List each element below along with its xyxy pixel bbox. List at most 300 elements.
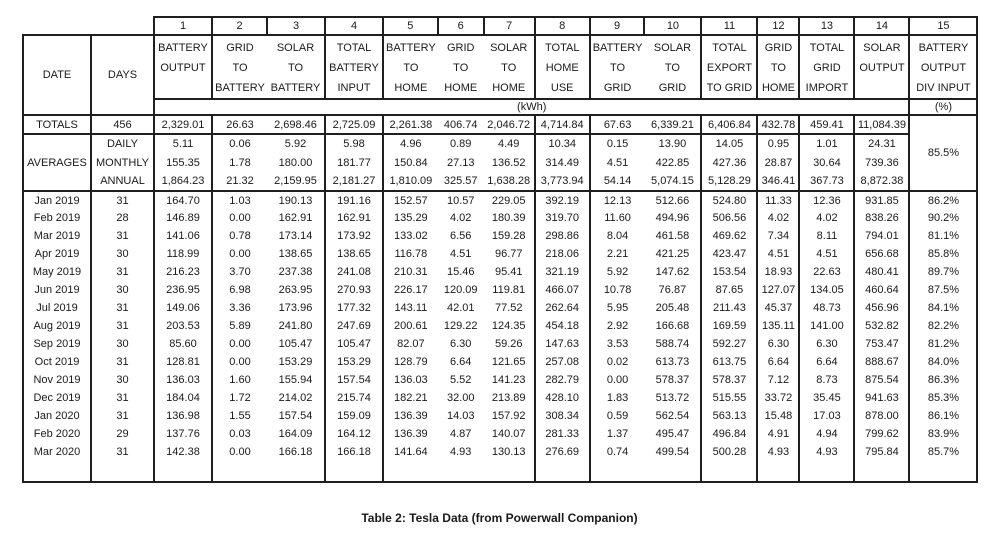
month-value: 8.73 — [799, 371, 854, 389]
table-row — [23, 17, 977, 35]
month-value: 129.22 — [443, 320, 478, 332]
month-value: 159.09 — [325, 407, 383, 425]
month-value: 200.61 — [383, 317, 438, 335]
month-value: 466.07 — [535, 281, 590, 299]
column-header-line: GRID — [764, 42, 793, 54]
month-percent: 84.1% — [909, 299, 977, 317]
month-value: 270.93 — [325, 281, 383, 299]
month-value: 136.98 — [154, 407, 212, 425]
averages-value: 2,159.95 — [267, 172, 325, 191]
column-number: 15 — [909, 17, 977, 35]
column-header — [438, 35, 484, 99]
column-header-line: TO — [770, 62, 786, 74]
month-value: 203.53 — [154, 317, 212, 335]
month-days: 31 — [91, 317, 154, 335]
averages-value: 10.34 — [535, 134, 590, 153]
averages-value: 4.96 — [383, 134, 438, 153]
month-days: 30 — [91, 281, 154, 299]
month-value: 213.89 — [491, 392, 526, 404]
averages-value: 314.49 — [535, 153, 590, 172]
totals-days: 456 — [91, 115, 154, 134]
table-row — [23, 317, 977, 335]
averages-value: 21.32 — [212, 172, 267, 191]
month-value: 136.03 — [383, 371, 438, 389]
month-date: Feb 2020 — [23, 425, 91, 443]
month-value: 142.38 — [154, 443, 212, 461]
month-date: Aug 2019 — [23, 317, 91, 335]
month-value: 157.54 — [278, 410, 313, 422]
month-value: 33.72 — [757, 389, 799, 407]
month-value: 3.70 — [212, 263, 267, 281]
table-row — [23, 443, 977, 461]
column-header-line: OUTPUT — [859, 62, 905, 74]
averages-value: 5.98 — [325, 134, 383, 153]
month-value: 941.63 — [854, 389, 909, 407]
month-value: 6.98 — [212, 281, 267, 299]
month-days: 31 — [91, 389, 154, 407]
averages-label: AVERAGES — [23, 134, 91, 191]
totals-value: 2,725.09 — [325, 115, 383, 134]
table-row — [23, 281, 977, 299]
month-value: 1.72 — [212, 389, 267, 407]
averages-value: 427.36 — [701, 153, 757, 172]
table-row — [23, 263, 977, 281]
averages-value: 0.89 — [450, 138, 472, 150]
averages-value: 1,810.09 — [383, 172, 438, 191]
month-date: Jul 2019 — [23, 299, 91, 317]
table-row — [23, 227, 977, 245]
column-number: 10 — [644, 17, 701, 35]
month-value: 4.94 — [799, 425, 854, 443]
column-header-line: SOLAR — [276, 42, 315, 54]
column-header — [154, 35, 212, 99]
averages-value: 1.78 — [212, 153, 267, 172]
month-value: 216.23 — [154, 263, 212, 281]
month-value: 276.69 — [535, 443, 590, 461]
column-header-line: SOLAR — [653, 42, 692, 54]
column-header-line: TO — [501, 62, 517, 74]
month-value: 32.00 — [446, 392, 475, 404]
month-value: 241.80 — [278, 320, 313, 332]
month-value: 191.16 — [325, 191, 383, 209]
month-value: 5.95 — [590, 299, 645, 317]
empty-cell — [267, 461, 325, 482]
month-percent: 86.3% — [909, 371, 977, 389]
month-date: Nov 2019 — [23, 371, 91, 389]
column-number: 3 — [267, 17, 325, 35]
column-header-line: SOLAR — [490, 42, 528, 54]
month-value: 931.85 — [854, 191, 909, 209]
month-value: 421.25 — [655, 248, 690, 260]
month-value: 1.37 — [590, 425, 645, 443]
column-header-line: TO — [287, 62, 304, 74]
empty-cell — [854, 461, 909, 482]
table-row — [23, 461, 977, 482]
month-value: 262.64 — [535, 299, 590, 317]
averages-value: 150.84 — [383, 153, 438, 172]
month-days: 31 — [91, 263, 154, 281]
month-value: 164.09 — [278, 428, 313, 440]
averages-value: 8,872.38 — [854, 172, 909, 191]
month-value: 130.13 — [491, 446, 526, 458]
month-value: 4.93 — [757, 443, 799, 461]
averages-value: 5.11 — [154, 134, 212, 153]
column-header-line: HOME — [444, 82, 478, 94]
month-value: 7.34 — [757, 227, 799, 245]
month-percent: 85.8% — [909, 245, 977, 263]
month-date: Feb 2019 — [23, 209, 91, 227]
month-date: Apr 2019 — [23, 245, 91, 263]
month-value: 4.93 — [799, 443, 854, 461]
month-value: 12.13 — [590, 191, 645, 209]
totals-value: 6,406.84 — [701, 115, 757, 134]
empty-cell — [644, 461, 701, 482]
month-value: 164.12 — [325, 425, 383, 443]
averages-value: 13.90 — [658, 138, 687, 150]
totals-value: 2,329.01 — [154, 115, 212, 134]
month-value: 153.29 — [278, 356, 313, 368]
month-value: 121.65 — [491, 356, 526, 368]
month-percent: 86.1% — [909, 407, 977, 425]
month-value: 133.02 — [383, 227, 438, 245]
table-row — [23, 353, 977, 371]
month-value: 35.45 — [799, 389, 854, 407]
month-value: 392.19 — [535, 191, 590, 209]
tesla-data-table — [22, 16, 978, 483]
month-value: 454.18 — [535, 317, 590, 335]
month-value: 513.72 — [655, 392, 690, 404]
table-row — [23, 245, 977, 263]
table-row — [23, 425, 977, 443]
column-header-line: TO — [403, 62, 419, 74]
month-value: 0.00 — [590, 371, 645, 389]
totals-value: 26.63 — [212, 115, 267, 134]
month-value: 155.94 — [278, 374, 313, 386]
month-value: 496.84 — [701, 425, 757, 443]
column-header-line: TO — [232, 62, 248, 74]
month-value: 2.92 — [590, 317, 645, 335]
column-header — [701, 35, 757, 99]
month-value: 0.74 — [590, 443, 645, 461]
month-value: 460.64 — [854, 281, 909, 299]
month-value: 578.37 — [701, 371, 757, 389]
month-value: 82.07 — [383, 335, 438, 353]
column-header — [535, 35, 590, 99]
averages-value: 27.13 — [446, 156, 475, 169]
column-number: 9 — [590, 17, 645, 35]
column-number: 8 — [535, 17, 590, 35]
month-days: 28 — [91, 209, 154, 227]
column-header-line: INPUT — [337, 82, 371, 94]
totals-value: 2,046.72 — [484, 115, 535, 134]
month-value: 184.04 — [154, 389, 212, 407]
month-value: 87.65 — [701, 281, 757, 299]
averages-value: 30.64 — [799, 153, 854, 172]
month-value: 141.06 — [154, 227, 212, 245]
units-percent-label: (%) — [909, 99, 977, 115]
month-value: 423.47 — [701, 245, 757, 263]
month-value: 0.03 — [212, 425, 267, 443]
month-value: 592.27 — [701, 335, 757, 353]
column-header-line: BATTERY — [329, 62, 379, 74]
month-date: Jan 2019 — [23, 191, 91, 209]
month-value: 6.30 — [757, 335, 799, 353]
month-value: 515.55 — [701, 389, 757, 407]
empty-cell — [91, 461, 154, 482]
averages-value: 14.05 — [701, 134, 757, 153]
month-value: 512.66 — [655, 194, 690, 207]
averages-value: 422.85 — [655, 156, 690, 169]
month-value: 613.75 — [701, 353, 757, 371]
month-value: 1.60 — [212, 371, 267, 389]
month-value: 215.74 — [325, 389, 383, 407]
month-value: 12.36 — [799, 191, 854, 209]
month-value: 2.21 — [590, 245, 645, 263]
table-row — [23, 371, 977, 389]
month-percent: 87.5% — [909, 281, 977, 299]
column-number: 12 — [757, 17, 799, 35]
month-value: 461.58 — [655, 230, 690, 242]
month-days: 29 — [91, 425, 154, 443]
month-value: 3.36 — [212, 299, 267, 317]
column-header-line: BATTERY — [386, 42, 436, 54]
column-header — [799, 35, 854, 99]
totals-value: 406.74 — [438, 115, 484, 134]
table-body — [23, 17, 977, 482]
month-days: 31 — [91, 407, 154, 425]
month-percent: 84.0% — [909, 353, 977, 371]
month-value: 1.03 — [212, 191, 267, 209]
column-number: 13 — [799, 17, 854, 35]
month-value: 753.47 — [854, 335, 909, 353]
column-header-line: BATTERY — [592, 42, 643, 54]
column-header-line: HOME — [394, 82, 428, 94]
month-value: 15.48 — [757, 407, 799, 425]
month-value: 96.77 — [494, 248, 523, 260]
month-value: 319.70 — [535, 209, 590, 227]
column-header — [484, 35, 535, 99]
column-header-line: TOTAL — [336, 42, 372, 54]
month-value: 5.92 — [590, 263, 645, 281]
column-header — [590, 35, 645, 99]
column-header — [325, 35, 383, 99]
month-days: 30 — [91, 371, 154, 389]
table-row — [23, 335, 977, 353]
month-value: 6.64 — [450, 356, 472, 368]
month-value: 282.79 — [535, 371, 590, 389]
month-value: 321.19 — [535, 263, 590, 281]
totals-value: 459.41 — [799, 115, 854, 134]
month-value: 4.93 — [450, 446, 472, 458]
averages-value: 3,773.94 — [535, 172, 590, 191]
month-value: 128.79 — [383, 353, 438, 371]
month-date: May 2019 — [23, 263, 91, 281]
averages-value: 136.52 — [491, 156, 526, 169]
month-value: 173.14 — [278, 230, 313, 242]
month-value: 506.56 — [701, 209, 757, 227]
table-row — [23, 115, 977, 134]
month-value: 0.02 — [590, 353, 645, 371]
month-value: 11.33 — [757, 191, 799, 209]
empty-cell — [438, 461, 484, 482]
month-value: 118.99 — [154, 245, 212, 263]
table-row — [23, 134, 977, 153]
column-header-line: TO — [664, 62, 680, 74]
averages-value: 1,638.28 — [484, 172, 535, 191]
month-value: 135.11 — [757, 317, 799, 335]
column-number: 2 — [212, 17, 267, 35]
averages-value: 54.14 — [590, 172, 645, 191]
month-value: 137.76 — [154, 425, 212, 443]
month-value: 141.00 — [799, 317, 854, 335]
month-value: 85.60 — [154, 335, 212, 353]
column-header-line: BATTERY — [270, 82, 321, 94]
month-percent: 83.9% — [909, 425, 977, 443]
month-value: 588.74 — [655, 338, 690, 350]
month-value: 308.34 — [535, 407, 590, 425]
month-value: 241.08 — [325, 263, 383, 281]
averages-value: 367.73 — [799, 172, 854, 191]
table-row — [23, 407, 977, 425]
month-value: 152.57 — [383, 191, 438, 209]
column-header — [212, 35, 267, 99]
empty-cell — [325, 461, 383, 482]
averages-value: 5.92 — [284, 138, 307, 150]
column-header-line: BATTERY — [158, 42, 208, 54]
table-row — [23, 191, 977, 209]
empty-cell — [590, 461, 645, 482]
table-row — [23, 389, 977, 407]
averages-value: 181.77 — [325, 153, 383, 172]
month-value: 298.86 — [535, 227, 590, 245]
averages-value: 0.95 — [757, 134, 799, 153]
averages-value: 5,074.15 — [644, 172, 701, 191]
averages-value: 180.00 — [278, 156, 313, 169]
month-value: 180.39 — [491, 212, 526, 224]
column-number: 11 — [701, 17, 757, 35]
month-percent: 85.7% — [909, 443, 977, 461]
empty-cell — [154, 461, 212, 482]
month-percent: 86.2% — [909, 191, 977, 209]
month-value: 6.30 — [799, 335, 854, 353]
month-value: 146.89 — [154, 209, 212, 227]
totals-value: 11,084.39 — [854, 115, 909, 134]
month-date: Oct 2019 — [23, 353, 91, 371]
month-value: 177.32 — [325, 299, 383, 317]
averages-value: 0.15 — [590, 134, 645, 153]
column-header-line: TOTAL — [712, 42, 747, 54]
month-value: 428.10 — [535, 389, 590, 407]
table-row — [23, 172, 977, 191]
month-value: 116.78 — [383, 245, 438, 263]
month-date: Mar 2020 — [23, 443, 91, 461]
month-value: 4.51 — [757, 245, 799, 263]
month-value: 563.13 — [701, 407, 757, 425]
column-header-line: GRID — [226, 42, 254, 54]
totals-value: 6,339.21 — [644, 115, 701, 134]
month-value: 4.02 — [450, 212, 472, 224]
month-value: 263.95 — [278, 284, 313, 296]
averages-value: 4.51 — [590, 153, 645, 172]
month-value: 22.63 — [799, 263, 854, 281]
month-value: 218.06 — [535, 245, 590, 263]
month-value: 532.82 — [854, 317, 909, 335]
month-days: 31 — [91, 299, 154, 317]
month-value: 159.28 — [491, 230, 526, 242]
column-header-line: HOME — [761, 82, 795, 94]
table-row — [23, 209, 977, 227]
totals-label: TOTALS — [23, 115, 91, 134]
totals-value: 67.63 — [590, 115, 645, 134]
month-value: 1.83 — [590, 389, 645, 407]
column-header-line: OUTPUT — [160, 62, 206, 74]
month-value: 120.09 — [443, 284, 478, 296]
column-number: 1 — [154, 17, 212, 35]
month-value: 4.51 — [799, 245, 854, 263]
averages-value: 346.41 — [757, 172, 799, 191]
month-value: 128.81 — [154, 353, 212, 371]
column-header-line: IMPORT — [805, 82, 849, 94]
month-days: 30 — [91, 335, 154, 353]
month-value: 143.11 — [383, 299, 438, 317]
month-value: 169.59 — [701, 317, 757, 335]
averages-value: 1.01 — [799, 134, 854, 153]
month-days: 31 — [91, 227, 154, 245]
month-value: 105.47 — [325, 335, 383, 353]
month-value: 17.03 — [799, 407, 854, 425]
month-value: 0.00 — [212, 353, 267, 371]
month-value: 524.80 — [701, 191, 757, 209]
month-value: 164.70 — [154, 191, 212, 209]
month-value: 157.92 — [491, 410, 526, 422]
column-number: 5 — [383, 17, 438, 35]
month-value: 136.03 — [154, 371, 212, 389]
month-value: 499.54 — [655, 446, 690, 458]
month-value: 480.41 — [854, 263, 909, 281]
month-value: 456.96 — [854, 299, 909, 317]
month-date: Sep 2019 — [23, 335, 91, 353]
month-value: 0.59 — [590, 407, 645, 425]
month-percent: 90.2% — [909, 209, 977, 227]
empty-cell — [535, 461, 590, 482]
month-value: 8.04 — [590, 227, 645, 245]
month-percent: 82.2% — [909, 317, 977, 335]
averages-value: 325.57 — [438, 172, 484, 191]
empty-cell — [799, 461, 854, 482]
month-value: 5.89 — [212, 317, 267, 335]
month-value: 95.41 — [494, 266, 523, 278]
month-value: 18.93 — [757, 263, 799, 281]
column-header-line: TO — [453, 62, 469, 74]
month-value: 878.00 — [854, 407, 909, 425]
month-value: 77.52 — [494, 302, 523, 314]
month-value: 10.78 — [590, 281, 645, 299]
month-value: 226.17 — [383, 281, 438, 299]
month-value: 888.67 — [854, 353, 909, 371]
month-percent: 81.2% — [909, 335, 977, 353]
month-value: 166.68 — [655, 320, 690, 332]
month-value: 141.23 — [491, 374, 526, 386]
month-days: 31 — [91, 191, 154, 209]
column-header-line: TO GRID — [706, 82, 753, 94]
month-value: 494.96 — [655, 212, 690, 224]
averages-value: 5,128.29 — [701, 172, 757, 191]
month-value: 127.07 — [757, 281, 799, 299]
averages-value: 1,864.23 — [154, 172, 212, 191]
month-value: 147.62 — [655, 266, 690, 278]
month-value: 10.57 — [446, 194, 475, 207]
table-row — [23, 35, 977, 99]
